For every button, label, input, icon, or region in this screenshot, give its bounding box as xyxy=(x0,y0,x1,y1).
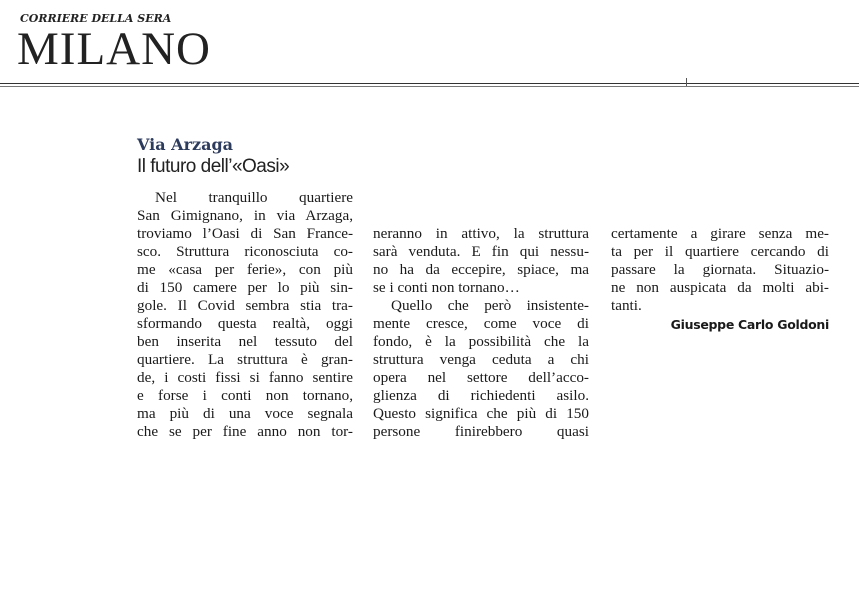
masthead-edition: MILANO xyxy=(17,23,211,75)
article-column-1 xyxy=(137,189,353,441)
masthead-newspaper-name: CORRIERE DELLA SERA xyxy=(20,12,172,25)
text-line: Quello che però insistente- xyxy=(391,297,589,314)
text-line: e forse i conti non tornano, xyxy=(137,387,353,404)
article-column-2 xyxy=(373,225,589,441)
text-line: de, i costi fissi si fanno sentire xyxy=(137,369,353,386)
text-line: struttura venga ceduta a chi xyxy=(373,351,589,368)
text-line: ben inserita nel tessuto del xyxy=(137,333,353,350)
text-line: tanti. xyxy=(611,297,642,314)
text-line: no ha da eccepire, spiace, ma xyxy=(373,261,589,278)
text-line: certamente a girare senza me- xyxy=(611,225,829,242)
text-line: fondo, è la possibilità che la xyxy=(373,333,589,350)
text-line: ta per il quartiere cercando di xyxy=(611,243,829,260)
text-line: Questo significa che più di 150 xyxy=(373,405,589,422)
text-line: opera nel settore dell’acco- xyxy=(373,369,589,386)
masthead-rule-bottom xyxy=(0,86,859,87)
text-line: San Gimignano, in via Arzaga, xyxy=(137,207,353,224)
text-line: ma più di una voce segnala xyxy=(137,405,353,422)
text-line: gole. Il Covid sembra stia tra- xyxy=(137,297,353,314)
article-author: Giuseppe Carlo Goldoni xyxy=(670,317,829,332)
text-line: glienza di richiedenti asilo. xyxy=(373,387,589,404)
masthead-rule-top xyxy=(0,83,859,84)
text-line: me «casa per ferie», con più xyxy=(137,261,353,278)
text-line: troviamo l’Oasi di San France- xyxy=(137,225,353,242)
masthead-rule-tick xyxy=(686,78,687,86)
text-line: sformando questa realtà, oggi xyxy=(137,315,353,332)
text-line: neranno in attivo, la struttura xyxy=(373,225,589,242)
article-column-3 xyxy=(611,225,829,334)
text-line: di 150 camere per lo più sin- xyxy=(137,279,353,296)
article-headline: Il futuro dell’«Oasi» xyxy=(137,156,290,177)
text-line: sarà venduta. E fin qui nessu- xyxy=(373,243,589,260)
text-line: passare la giornata. Situazio- xyxy=(611,261,829,278)
article-kicker: Via Arzaga xyxy=(137,135,233,154)
text-line: quartiere. La struttura è gran- xyxy=(137,351,353,368)
text-line: che se per fine anno non tor- xyxy=(137,423,353,440)
text-line: mente cresce, come voce di xyxy=(373,315,589,332)
text-line: ne non auspicata da molti abi- xyxy=(611,279,829,296)
text-line: persone finirebbero quasi xyxy=(373,423,589,440)
text-line: Nel tranquillo quartiere xyxy=(155,189,353,206)
text-line: sco. Struttura riconosciuta co- xyxy=(137,243,353,260)
text-line: se i conti non tornano… xyxy=(373,279,520,296)
